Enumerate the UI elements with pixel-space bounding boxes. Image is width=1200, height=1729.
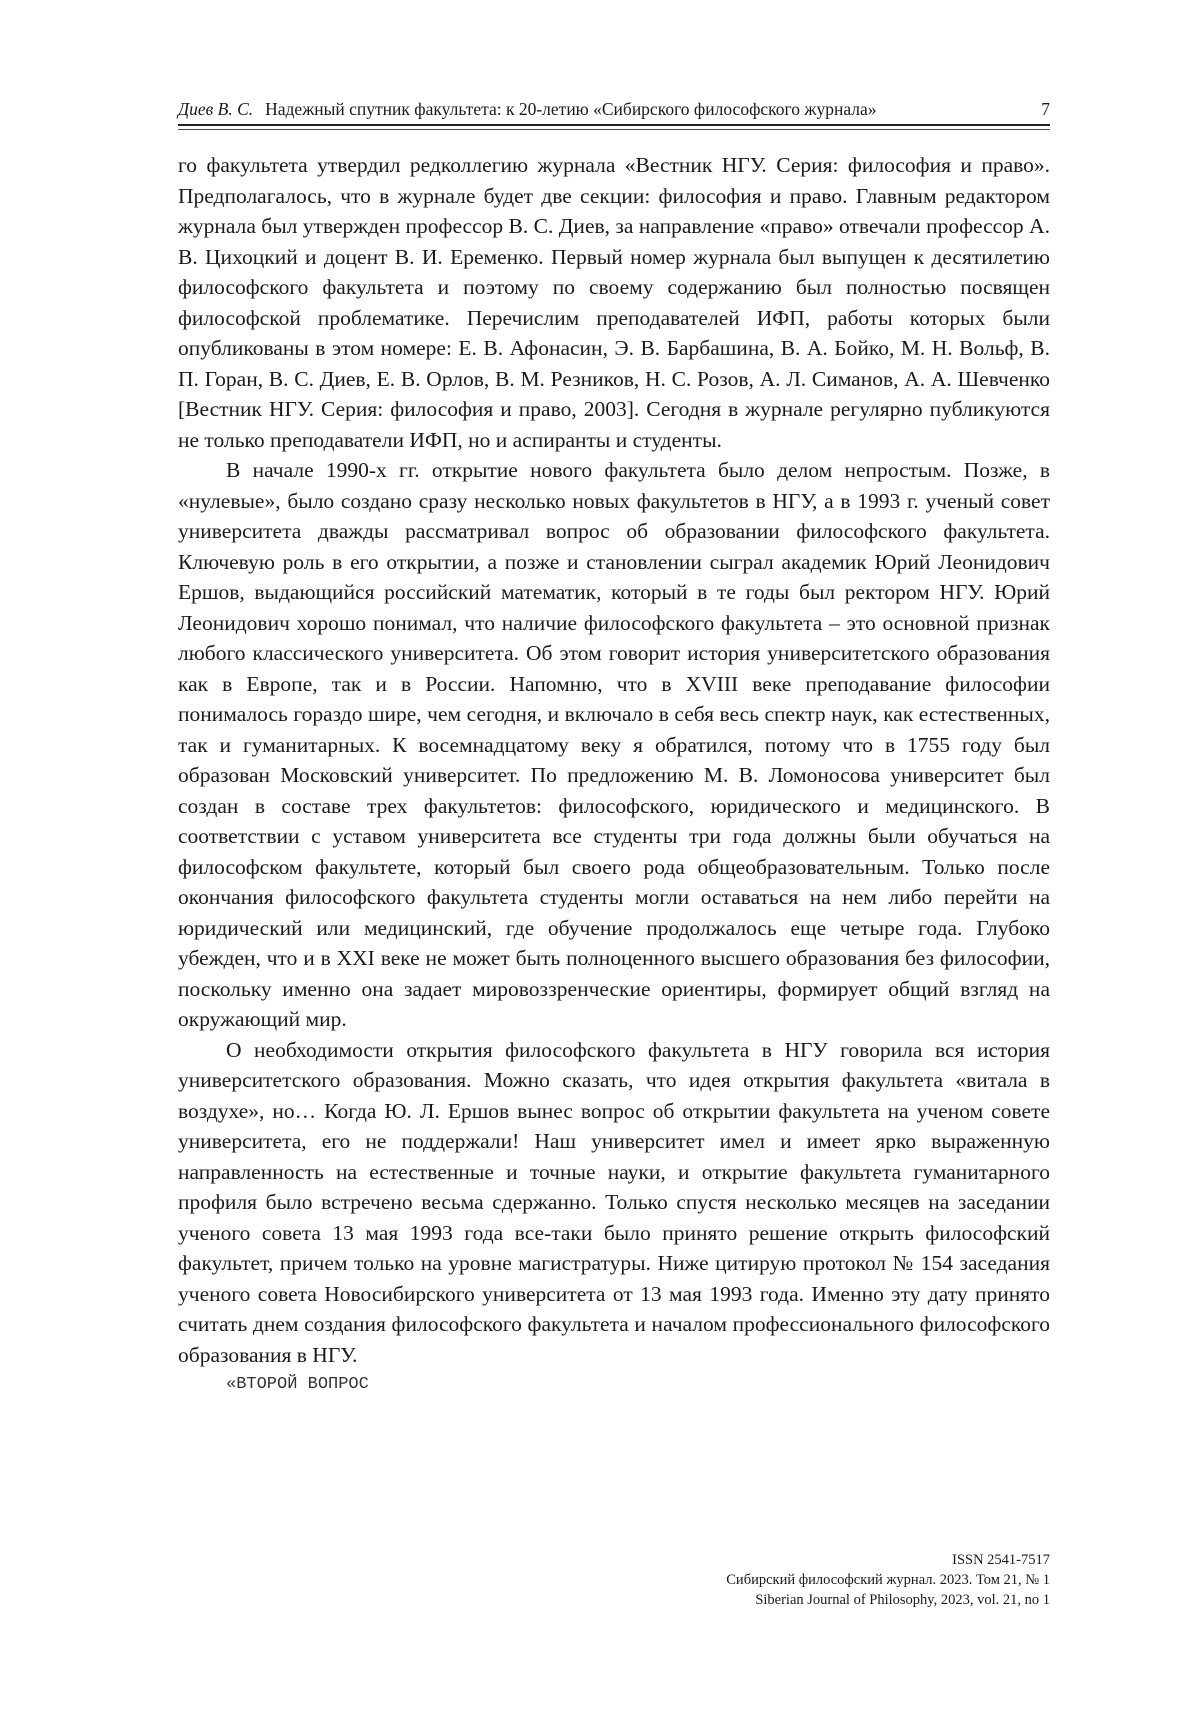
paragraph-continuation: го факультета утвердил редколлегию журнала «Вестник НГУ. Серия: философия и право». Предполагалось, что в журнале будет две секции: философия и право. Главным редактором журнала был утвержден профессор В. С. Диев, за направле­ние «право» отвечали профессор А. В. Цихоцкий и доцент В. И. Еременко. Первый номер журнала был выпущен к десятилетию философского факультета и поэто­му по своему содержанию был полностью посвящен философской проблематике. Перечислим преподавателей ИФП, работы которых были опубликованы в этом номере: Е. В. Афонасин, Э. В. Барбашина, В. А. Бойко, М. Н. Вольф, В. П. Горан, В. С. Диев, Е. В. Орлов, В. М. Резников, Н. С. Розов, А. Л. Симанов, А. А. Шевченко [Вестник НГУ. Серия: философия и право, 2003]. Сегодня в журнале регулярно публикуются не только преподаватели ИФП, но и аспиранты и студенты. [178,150,1050,455]
article-body [178,150,1050,1400]
header-rule-thin [178,129,1050,130]
running-header-title: Надежный спутник факультета: к 20-летию «Сибирского философского журнала» [265,99,876,119]
paragraph: В начале 1990-х гг. открытие нового факультета было делом непростым. Позже, в «нулевые», было создано сразу несколько новых факультетов в НГУ, а в 1993 г. ученый совет университета дважды рассматривал вопрос об образо­вании философского факультета. Ключевую роль в его открытии, а позже и ста­новлении сыграл академик Юрий Леонидович Ершов, выдающийся российский математик, который в те годы был ректором НГУ. Юрий Леонидович хорошо по­нимал, что наличие философского факультета – это основной признак любого классического университета. Об этом говорит история университетского обра­зования как в Европе, так и в России. Напомню, что в XVIII веке преподавание философии понималось гораздо шире, чем сегодня, и включало в себя весь спектр наук, как естественных, так и гуманитарных. К восемнадцатому веку я обратился, потому что в 1755 году был образован Московский университет. По предложению М. В. Ломоносова университет был создан в составе трех факультетов: философ­ского, юридического и медицинского. В соответствии с уставом университета все студенты три года должны были обучаться на философском факультете, который был своего рода общеобразовательным. Только после окончания философско­го факультета студенты могли оставаться на нем либо перейти на юридический или медицинский, где обучение продолжалось еще четыре года. Глубоко убежден, что и в XXI веке не может быть полноценного высшего образования без фило­софии, поскольку именно она задает мировоззренческие ориентиры, формирует общий взгляд на окружающий мир. [178,455,1050,1035]
header-rule-thick [178,124,1050,126]
footer-issn: ISSN 2541-7517 [600,1550,1050,1570]
page-number: 7 [1041,97,1050,121]
quoted-protocol-start: «ВТОРОЙ ВОПРОС [178,1370,1050,1400]
footer-journal-en: Siberian Journal of Philosophy, 2023, vol. 21, no 1 [600,1590,1050,1610]
paragraph: О необходимости открытия философского факультета в НГУ говорила вся история университетского образования. Можно сказать, что идея открытия фа­культета «витала в воздухе», но… Когда Ю. Л. Ершов вынес вопрос об открытии факультета на ученом совете университета, его не поддержали! Наш университет имел и имеет ярко выраженную направленность на естественные и точные науки, и открытие факультета гуманитарного профиля было встречено весьма сдержан­но. Только спустя несколько месяцев на заседании ученого совета 13 мая 1993 года все-таки было принято решение открыть философский факультет, причем только на уровне магистратуры. Ниже цитирую протокол № 154 заседания ученого сове­та Новосибирского университета от 13 мая 1993 года. Именно эту дату принято считать днем создания философского факультета и началом профессионального философского образования в НГУ. [178,1035,1050,1371]
journal-footer [600,1550,1050,1610]
running-header-author: Диев В. С. [178,99,253,119]
footer-journal-ru: Сибирский философский журнал. 2023. Том 21, № 1 [600,1570,1050,1590]
running-header [178,97,1050,121]
